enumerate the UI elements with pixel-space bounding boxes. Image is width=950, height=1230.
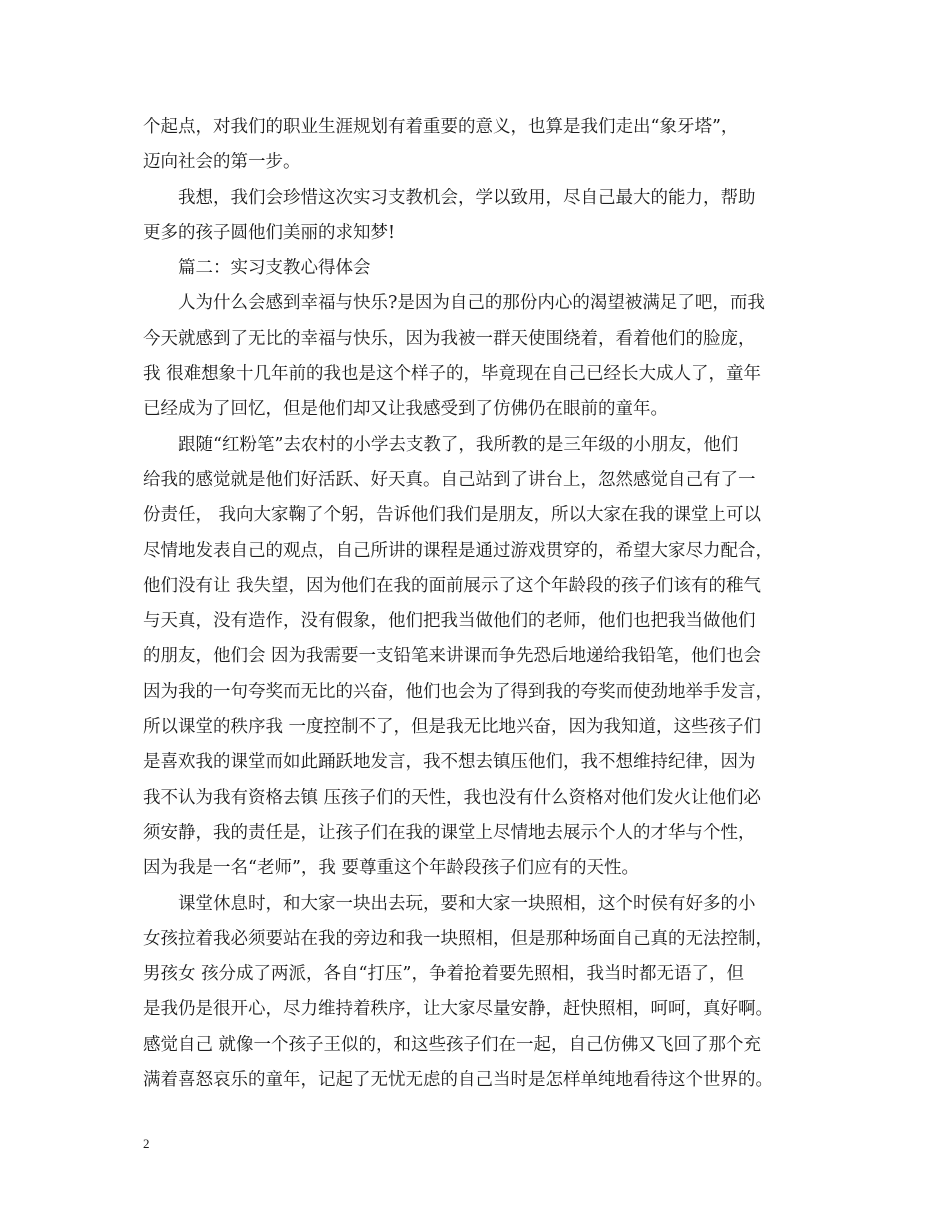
page-number: 2 bbox=[143, 1136, 150, 1151]
text-line: 是喜欢我的课堂而如此踊跃地发言，我不想去镇压他们，我不想维持纪律，因为 bbox=[143, 752, 756, 773]
text-line: 人为什么会感到幸福与快乐?是因为自己的那份内心的渴望被满足了吧，而我 bbox=[178, 293, 765, 314]
text-line: 我不认为我有资格去镇 压孩子们的天性，我也没有什么资格对他们发火让他们必 bbox=[143, 787, 762, 808]
text-line: 今天就感到了无比的幸福与快乐，因为我被一群天使围绕着，看着他们的脸庞， bbox=[143, 328, 756, 349]
text-line: 因为我是一名“老师”，我 要尊重这个年龄段孩子们应有的天性。 bbox=[143, 858, 639, 879]
text-line: 份责任， 我向大家鞠了个躬，告诉他们我们是朋友，所以大家在我的课堂上可以 bbox=[143, 505, 762, 526]
text-line: 我 很难想象十几年前的我也是这个样子的，毕竟现在自己已经长大成人了，童年 bbox=[143, 364, 762, 385]
text-line: 男孩女 孩分成了两派，各自“打压”，争着抢着要先照相，我当时都无语了，但 bbox=[143, 964, 744, 985]
text-line: 跟随“红粉笔”去农村的小学去支教了，我所教的是三年级的小朋友，他们 bbox=[178, 434, 739, 455]
text-line: 课堂休息时，和大家一块出去玩，要和大家一块照相，这个时侯有好多的小 bbox=[178, 893, 756, 914]
text-line: 女孩拉着我必须要站在我的旁边和我一块照相，但是那种场面自己真的无法控制， bbox=[143, 928, 773, 949]
text-line: 迈向社会的第一步。 bbox=[143, 152, 301, 173]
text-line: 须安静，我的责任是，让孩子们在我的课堂上尽情地去展示个人的才华与个性， bbox=[143, 822, 756, 843]
text-line: 给我的感觉就是他们好活跃、好天真。自己站到了讲台上，忽然感觉自己有了一 bbox=[143, 469, 756, 490]
text-line: 篇二：实习支教心得体会 bbox=[178, 258, 371, 279]
text-line: 已经成为了回忆，但是他们却又让我感受到了仿佛仍在眼前的童年。 bbox=[143, 399, 668, 420]
document-body bbox=[143, 110, 813, 1098]
text-line: 所以课堂的秩序我 一度控制不了，但是我无比地兴奋，因为我知道，这些孩子们 bbox=[143, 717, 762, 738]
text-line: 尽情地发表自己的观点，自己所讲的课程是通过游戏贯穿的，希望大家尽力配合， bbox=[143, 540, 773, 561]
text-line: 满着喜怒哀乐的童年，记起了无忧无虑的自己当时是怎样单纯地看待这个世界的。 bbox=[143, 1070, 773, 1091]
text-line: 的朋友，他们会 因为我需要一支铅笔来讲课而争先恐后地递给我铅笔，他们也会 bbox=[143, 646, 762, 667]
text-line: 是我仍是很开心，尽力维持着秩序，让大家尽量安静，赶快照相，呵呵，真好啊。 bbox=[143, 999, 773, 1020]
text-line: 感觉自己 就像一个孩子王似的，和这些孩子们在一起，自己仿佛又飞回了那个充 bbox=[143, 1034, 762, 1055]
text-line: 与天真，没有造作，没有假象，他们把我当做他们的老师，他们也把我当做他们 bbox=[143, 611, 756, 632]
text-line: 个起点，对我们的职业生涯规划有着重要的意义，也算是我们走出“象牙塔”， bbox=[143, 117, 739, 137]
text-line: 我想，我们会珍惜这次实习支教机会，学以致用，尽自己最大的能力，帮助 bbox=[178, 187, 756, 208]
text-line: 更多的孩子圆他们美丽的求知梦! bbox=[143, 222, 396, 243]
text-line: 他们没有让 我失望，因为他们在我的面前展示了这个年龄段的孩子们该有的稚气 bbox=[143, 575, 762, 596]
text-line: 因为我的一句夸奖而无比的兴奋，他们也会为了得到我的夸奖而使劲地举手发言， bbox=[143, 681, 773, 702]
